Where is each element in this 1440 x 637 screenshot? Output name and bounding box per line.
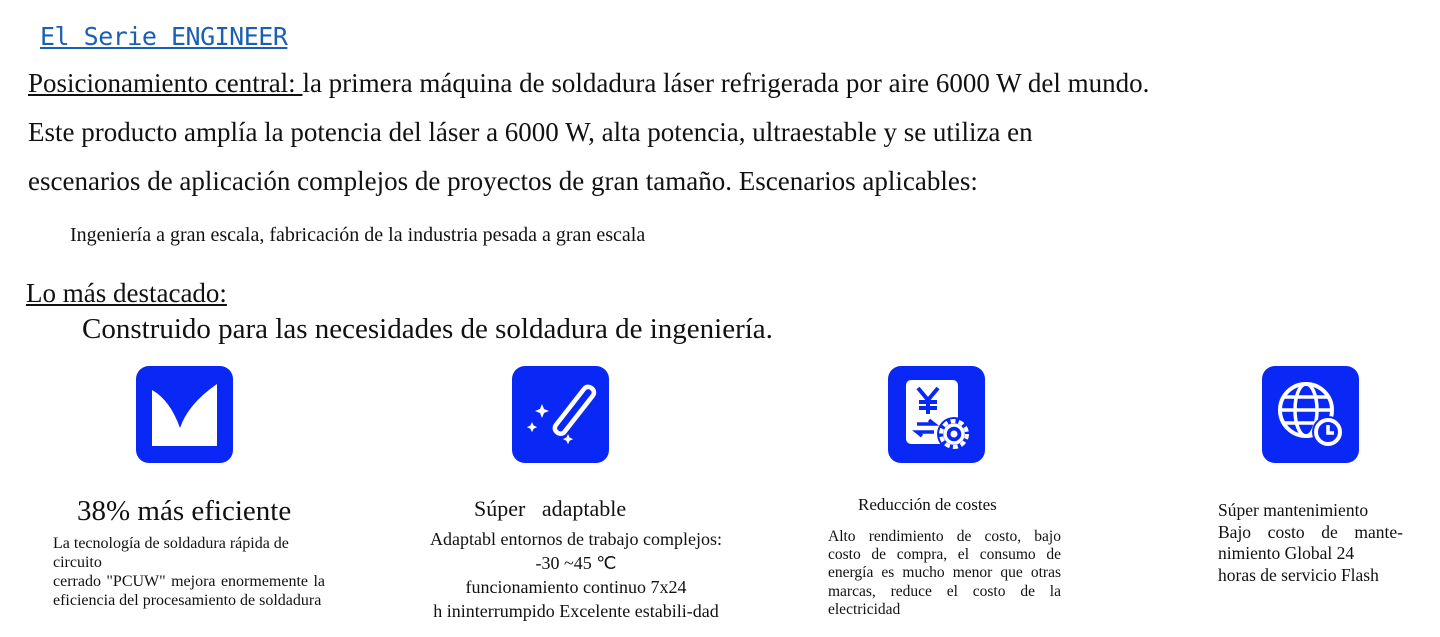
feature-1-line: eficiencia del procesamiento de soldadura [53, 592, 322, 609]
highlights-tagline: Construido para las necesidades de soldadura de ingeniería. [82, 313, 773, 345]
feature-4-line: Bajo costo de mante- [1218, 521, 1403, 542]
positioning-label: Posicionamiento central: [28, 68, 303, 98]
feature-1-title: 38% más eficiente [77, 495, 292, 527]
feature-3-line: costo de compra, el consumo de [828, 546, 1061, 564]
feature-2-description [411, 527, 741, 623]
feature-2-line: h ininterrumpido Excelente estabili-dad [433, 601, 719, 621]
feature-3-line: energía es mucho menor que otras [828, 564, 1061, 582]
globe-clock-icon [1262, 366, 1359, 463]
positioning-text: la primera máquina de soldadura láser refrigerada por aire 6000 W del mundo. [302, 68, 1150, 98]
feature-4-line: horas de servicio Flash [1218, 564, 1379, 585]
feature-4-line: nimiento Global 24 [1218, 543, 1355, 563]
weld-seam-icon [136, 366, 233, 463]
description-line-1: Este producto amplía la potencia del láser a 6000 W, alta potencia, ultraestable y se utiliza en [28, 117, 1033, 147]
highlights-heading: Lo más destacado: [26, 278, 227, 308]
feature-1-line: La tecnología de soldadura rápida de circuito [53, 535, 289, 571]
feature-3-description [828, 528, 1061, 619]
applicable-scenarios: Ingeniería a gran escala, fabricación de la industria pesada a gran escala [70, 224, 646, 246]
feature-2-line: -30 ~45 ℃ [535, 553, 617, 573]
series-title-link[interactable]: El Serie ENGINEER [40, 22, 288, 51]
magic-wand-icon [512, 366, 609, 463]
positioning-line [28, 68, 1149, 99]
feature-4-title: Súper mantenimiento [1218, 500, 1369, 520]
description-line-2: escenarios de aplicación complejos de proyectos de gran tamaño. Escenarios aplicables: [28, 166, 978, 196]
feature-2-title: Súper adaptable [474, 496, 627, 521]
feature-3-line: marcas, reduce el costo de la [828, 582, 1061, 600]
feature-2-line: Adaptabl entornos de trabajo complejos: [430, 529, 722, 549]
feature-1-description [53, 534, 333, 610]
feature-3-line: Alto rendimiento de costo, bajo [828, 528, 1061, 545]
feature-2-line: funcionamiento continuo 7x24 [465, 577, 687, 597]
feature-3-title: Reducción de costes [858, 495, 997, 514]
feature-1-line: cerrado "PCUW" mejora enormemente la [53, 573, 325, 590]
feature-3-line: electricidad [828, 600, 901, 618]
feature-4-description [1218, 500, 1403, 586]
yen-cost-gear-icon [888, 366, 985, 463]
